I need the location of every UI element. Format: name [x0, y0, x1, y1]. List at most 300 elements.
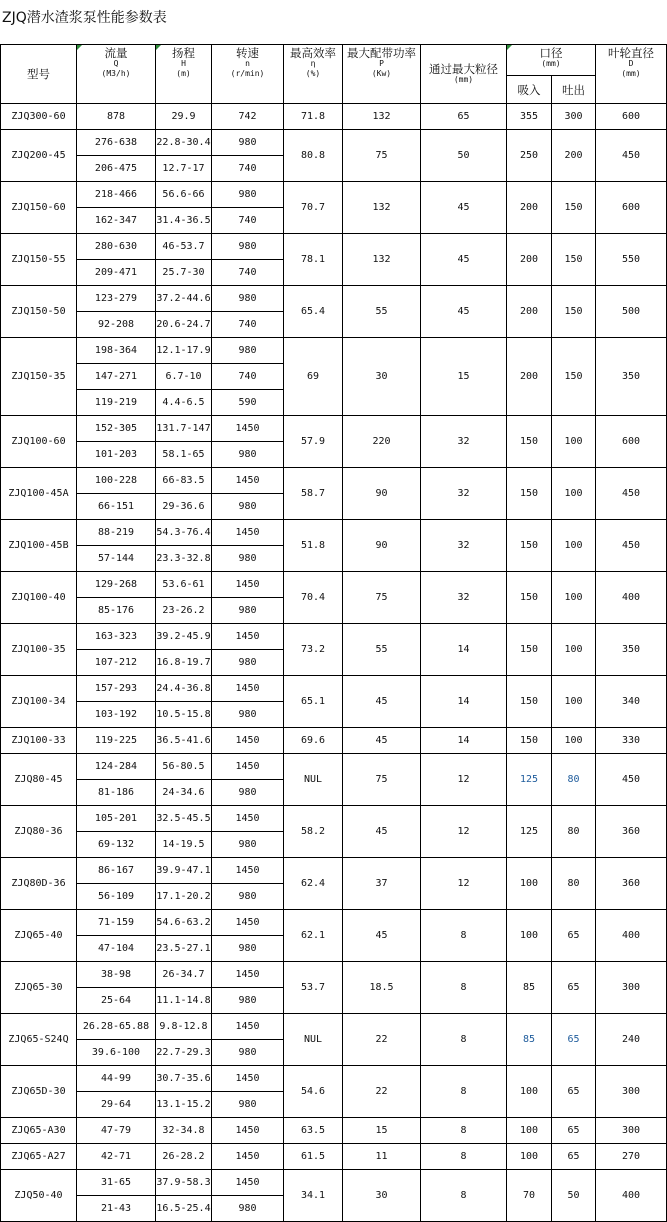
- impeller-cell: 270: [596, 1144, 667, 1170]
- header-head: 扬程 H (m): [156, 45, 212, 104]
- flow-cell: 86-167: [77, 858, 156, 884]
- table-body: [1, 104, 667, 1222]
- speed-cell: 980: [212, 936, 284, 962]
- head-cell: 39.2-45.9: [156, 624, 212, 650]
- flow-cell: 88-219: [77, 520, 156, 546]
- table-row: [1, 676, 667, 702]
- particle-cell: 8: [421, 1014, 507, 1066]
- header-port-discharge: 吐出: [552, 76, 596, 104]
- speed-cell: 1450: [212, 520, 284, 546]
- discharge-cell: 100: [552, 468, 596, 520]
- table-row: [1, 286, 667, 312]
- speed-cell: 980: [212, 234, 284, 260]
- power-cell: 55: [343, 286, 421, 338]
- speed-cell: 980: [212, 338, 284, 364]
- table-row: [1, 520, 667, 546]
- impeller-cell: 350: [596, 338, 667, 416]
- flow-cell: 105-201: [77, 806, 156, 832]
- flow-cell: 209-471: [77, 260, 156, 286]
- pump-spec-table: [0, 44, 667, 1222]
- table-row: [1, 416, 667, 442]
- head-cell: 131.7-147: [156, 416, 212, 442]
- flow-cell: 119-219: [77, 390, 156, 416]
- model-cell: ZJQ200-45: [1, 130, 77, 182]
- table-header: [1, 45, 667, 104]
- impeller-cell: 240: [596, 1014, 667, 1066]
- table-row: [1, 572, 667, 598]
- head-cell: 26-34.7: [156, 962, 212, 988]
- impeller-cell: 450: [596, 468, 667, 520]
- flow-cell: 100-228: [77, 468, 156, 494]
- table-row: [1, 1014, 667, 1040]
- flow-cell: 47-79: [77, 1118, 156, 1144]
- model-cell: ZJQ65-40: [1, 910, 77, 962]
- model-cell: ZJQ80-36: [1, 806, 77, 858]
- flow-cell: 31-65: [77, 1170, 156, 1196]
- flow-cell: 157-293: [77, 676, 156, 702]
- impeller-cell: 350: [596, 624, 667, 676]
- speed-cell: 980: [212, 650, 284, 676]
- power-cell: 22: [343, 1066, 421, 1118]
- speed-cell: 1450: [212, 858, 284, 884]
- speed-cell: 1450: [212, 1144, 284, 1170]
- table-row: [1, 1144, 667, 1170]
- power-cell: 75: [343, 572, 421, 624]
- power-cell: 22: [343, 1014, 421, 1066]
- power-cell: 30: [343, 1170, 421, 1222]
- model-cell: ZJQ100-60: [1, 416, 77, 468]
- suction-cell: 100: [507, 858, 552, 910]
- impeller-cell: 450: [596, 754, 667, 806]
- header-particle: 通过最大粒径 (mm): [421, 45, 507, 104]
- speed-cell: 980: [212, 494, 284, 520]
- flow-cell: 44-99: [77, 1066, 156, 1092]
- model-cell: ZJQ300-60: [1, 104, 77, 130]
- power-cell: 11: [343, 1144, 421, 1170]
- table-row: [1, 962, 667, 988]
- particle-cell: 8: [421, 1066, 507, 1118]
- particle-cell: 65: [421, 104, 507, 130]
- head-cell: 23.3-32.8: [156, 546, 212, 572]
- speed-cell: 980: [212, 702, 284, 728]
- speed-cell: 980: [212, 442, 284, 468]
- table-row: [1, 624, 667, 650]
- flow-cell: 29-64: [77, 1092, 156, 1118]
- head-cell: 22.8-30.4: [156, 130, 212, 156]
- discharge-cell: 200: [552, 130, 596, 182]
- speed-cell: 980: [212, 598, 284, 624]
- head-cell: 53.6-61: [156, 572, 212, 598]
- impeller-cell: 600: [596, 104, 667, 130]
- flow-cell: 57-144: [77, 546, 156, 572]
- model-cell: ZJQ80-45: [1, 754, 77, 806]
- suction-cell: 250: [507, 130, 552, 182]
- head-cell: 11.1-14.8: [156, 988, 212, 1014]
- efficiency-cell: 80.8: [284, 130, 343, 182]
- power-cell: 132: [343, 182, 421, 234]
- head-cell: 32-34.8: [156, 1118, 212, 1144]
- impeller-cell: 360: [596, 806, 667, 858]
- head-cell: 22.7-29.3: [156, 1040, 212, 1066]
- suction-cell: 150: [507, 416, 552, 468]
- efficiency-cell: 70.4: [284, 572, 343, 624]
- head-cell: 29-36.6: [156, 494, 212, 520]
- suction-cell: 100: [507, 1066, 552, 1118]
- particle-cell: 8: [421, 962, 507, 1014]
- discharge-cell: 100: [552, 520, 596, 572]
- head-cell: 32.5-45.5: [156, 806, 212, 832]
- head-cell: 12.7-17: [156, 156, 212, 182]
- flow-cell: 85-176: [77, 598, 156, 624]
- model-cell: ZJQ100-40: [1, 572, 77, 624]
- particle-cell: 32: [421, 416, 507, 468]
- speed-cell: 590: [212, 390, 284, 416]
- speed-cell: 740: [212, 312, 284, 338]
- power-cell: 45: [343, 910, 421, 962]
- speed-cell: 1450: [212, 754, 284, 780]
- flow-cell: 81-186: [77, 780, 156, 806]
- head-cell: 16.8-19.7: [156, 650, 212, 676]
- header-efficiency: 最高效率 η (%): [284, 45, 343, 104]
- head-cell: 26-28.2: [156, 1144, 212, 1170]
- suction-cell: 200: [507, 182, 552, 234]
- speed-cell: 980: [212, 1196, 284, 1222]
- header-impeller: 叶轮直径 D (mm): [596, 45, 667, 104]
- model-cell: ZJQ150-60: [1, 182, 77, 234]
- impeller-cell: 360: [596, 858, 667, 910]
- model-cell: ZJQ65-A27: [1, 1144, 77, 1170]
- discharge-cell: 150: [552, 234, 596, 286]
- head-cell: 46-53.7: [156, 234, 212, 260]
- speed-cell: 1450: [212, 416, 284, 442]
- particle-cell: 14: [421, 728, 507, 754]
- model-cell: ZJQ100-45B: [1, 520, 77, 572]
- speed-cell: 1450: [212, 1170, 284, 1196]
- power-cell: 15: [343, 1118, 421, 1144]
- head-cell: 39.9-47.1: [156, 858, 212, 884]
- suction-cell: 70: [507, 1170, 552, 1222]
- flow-cell: 25-64: [77, 988, 156, 1014]
- impeller-cell: 600: [596, 182, 667, 234]
- impeller-cell: 500: [596, 286, 667, 338]
- discharge-cell: 100: [552, 624, 596, 676]
- power-cell: 132: [343, 104, 421, 130]
- model-cell: ZJQ150-50: [1, 286, 77, 338]
- header-power: 最大配带功率 P (Kw): [343, 45, 421, 104]
- flow-cell: 66-151: [77, 494, 156, 520]
- head-cell: 20.6-24.7: [156, 312, 212, 338]
- discharge-cell: 65: [552, 910, 596, 962]
- impeller-cell: 450: [596, 130, 667, 182]
- power-cell: 45: [343, 806, 421, 858]
- flow-cell: 124-284: [77, 754, 156, 780]
- flow-cell: 69-132: [77, 832, 156, 858]
- efficiency-cell: 61.5: [284, 1144, 343, 1170]
- impeller-cell: 400: [596, 572, 667, 624]
- speed-cell: 980: [212, 546, 284, 572]
- suction-cell: 150: [507, 676, 552, 728]
- speed-cell: 740: [212, 208, 284, 234]
- speed-cell: 980: [212, 1092, 284, 1118]
- efficiency-cell: 58.7: [284, 468, 343, 520]
- speed-cell: 980: [212, 988, 284, 1014]
- model-cell: ZJQ65-S24Q: [1, 1014, 77, 1066]
- efficiency-cell: 71.8: [284, 104, 343, 130]
- speed-cell: 1450: [212, 1118, 284, 1144]
- impeller-cell: 450: [596, 520, 667, 572]
- model-cell: ZJQ100-35: [1, 624, 77, 676]
- head-cell: 54.6-63.2: [156, 910, 212, 936]
- head-cell: 56.6-66: [156, 182, 212, 208]
- head-cell: 23.5-27.1: [156, 936, 212, 962]
- speed-cell: 1450: [212, 468, 284, 494]
- speed-cell: 740: [212, 364, 284, 390]
- table-row: [1, 468, 667, 494]
- header-speed: 转速 n (r/min): [212, 45, 284, 104]
- speed-cell: 740: [212, 156, 284, 182]
- speed-cell: 740: [212, 260, 284, 286]
- speed-cell: 1450: [212, 962, 284, 988]
- particle-cell: 8: [421, 1118, 507, 1144]
- impeller-cell: 300: [596, 1118, 667, 1144]
- speed-cell: 1450: [212, 676, 284, 702]
- particle-cell: 45: [421, 182, 507, 234]
- model-cell: ZJQ50-40: [1, 1170, 77, 1222]
- power-cell: 45: [343, 676, 421, 728]
- model-cell: ZJQ150-35: [1, 338, 77, 416]
- power-cell: 90: [343, 468, 421, 520]
- impeller-cell: 340: [596, 676, 667, 728]
- flow-cell: 107-212: [77, 650, 156, 676]
- discharge-cell: 150: [552, 182, 596, 234]
- flow-cell: 119-225: [77, 728, 156, 754]
- head-cell: 31.4-36.5: [156, 208, 212, 234]
- power-cell: 30: [343, 338, 421, 416]
- power-cell: 90: [343, 520, 421, 572]
- particle-cell: 14: [421, 676, 507, 728]
- flow-cell: 878: [77, 104, 156, 130]
- efficiency-cell: 62.1: [284, 910, 343, 962]
- impeller-cell: 330: [596, 728, 667, 754]
- speed-cell: 980: [212, 1040, 284, 1066]
- flow-cell: 276-638: [77, 130, 156, 156]
- impeller-cell: 400: [596, 1170, 667, 1222]
- discharge-cell: 65: [552, 1118, 596, 1144]
- head-cell: 10.5-15.8: [156, 702, 212, 728]
- discharge-cell: 80: [552, 806, 596, 858]
- head-cell: 30.7-35.6: [156, 1066, 212, 1092]
- discharge-cell: 50: [552, 1170, 596, 1222]
- model-cell: ZJQ100-45A: [1, 468, 77, 520]
- flow-cell: 101-203: [77, 442, 156, 468]
- speed-cell: 980: [212, 286, 284, 312]
- table-row: [1, 234, 667, 260]
- efficiency-cell: 34.1: [284, 1170, 343, 1222]
- discharge-cell: 100: [552, 416, 596, 468]
- suction-cell: 100: [507, 910, 552, 962]
- header-model: 型号: [1, 45, 77, 104]
- discharge-cell: 65: [552, 1066, 596, 1118]
- flow-cell: 103-192: [77, 702, 156, 728]
- power-cell: 132: [343, 234, 421, 286]
- header-flow: 流量 Q (M3/h): [77, 45, 156, 104]
- power-cell: 75: [343, 130, 421, 182]
- model-cell: ZJQ80D-36: [1, 858, 77, 910]
- impeller-cell: 600: [596, 416, 667, 468]
- discharge-cell: 300: [552, 104, 596, 130]
- suction-cell: 100: [507, 1118, 552, 1144]
- speed-cell: 980: [212, 780, 284, 806]
- head-cell: 9.8-12.8: [156, 1014, 212, 1040]
- discharge-cell: 65: [552, 962, 596, 1014]
- power-cell: 55: [343, 624, 421, 676]
- speed-cell: 980: [212, 832, 284, 858]
- efficiency-cell: 51.8: [284, 520, 343, 572]
- efficiency-cell: 58.2: [284, 806, 343, 858]
- header-port-suction: 吸入: [507, 76, 552, 104]
- impeller-cell: 400: [596, 910, 667, 962]
- discharge-cell: 65: [552, 1014, 596, 1066]
- model-cell: ZJQ100-33: [1, 728, 77, 754]
- suction-cell: 200: [507, 286, 552, 338]
- table-row: [1, 858, 667, 884]
- table-row: [1, 910, 667, 936]
- flow-cell: 92-208: [77, 312, 156, 338]
- speed-cell: 1450: [212, 624, 284, 650]
- flow-cell: 39.6-100: [77, 1040, 156, 1066]
- flow-cell: 47-104: [77, 936, 156, 962]
- efficiency-cell: 53.7: [284, 962, 343, 1014]
- discharge-cell: 100: [552, 572, 596, 624]
- speed-cell: 742: [212, 104, 284, 130]
- particle-cell: 15: [421, 338, 507, 416]
- speed-cell: 1450: [212, 572, 284, 598]
- head-cell: 6.7-10: [156, 364, 212, 390]
- head-cell: 58.1-65: [156, 442, 212, 468]
- efficiency-cell: 73.2: [284, 624, 343, 676]
- head-cell: 4.4-6.5: [156, 390, 212, 416]
- suction-cell: 355: [507, 104, 552, 130]
- table-row: [1, 754, 667, 780]
- discharge-cell: 150: [552, 338, 596, 416]
- suction-cell: 150: [507, 468, 552, 520]
- head-cell: 37.9-58.3: [156, 1170, 212, 1196]
- efficiency-cell: 69: [284, 338, 343, 416]
- particle-cell: 32: [421, 572, 507, 624]
- speed-cell: 1450: [212, 1066, 284, 1092]
- suction-cell: 200: [507, 234, 552, 286]
- head-cell: 13.1-15.2: [156, 1092, 212, 1118]
- head-cell: 14-19.5: [156, 832, 212, 858]
- page-title: ZJQ潜水渣浆泵性能参数表: [2, 10, 167, 26]
- suction-cell: 100: [507, 1144, 552, 1170]
- particle-cell: 12: [421, 858, 507, 910]
- table-row: [1, 1118, 667, 1144]
- model-cell: ZJQ65-A30: [1, 1118, 77, 1144]
- particle-cell: 45: [421, 234, 507, 286]
- flow-cell: 56-109: [77, 884, 156, 910]
- suction-cell: 150: [507, 728, 552, 754]
- particle-cell: 12: [421, 754, 507, 806]
- suction-cell: 85: [507, 962, 552, 1014]
- flow-cell: 42-71: [77, 1144, 156, 1170]
- flow-cell: 163-323: [77, 624, 156, 650]
- particle-cell: 50: [421, 130, 507, 182]
- discharge-cell: 80: [552, 858, 596, 910]
- suction-cell: 85: [507, 1014, 552, 1066]
- efficiency-cell: 69.6: [284, 728, 343, 754]
- discharge-cell: 100: [552, 728, 596, 754]
- flow-cell: 26.28-65.88: [77, 1014, 156, 1040]
- power-cell: 220: [343, 416, 421, 468]
- model-cell: ZJQ65-30: [1, 962, 77, 1014]
- impeller-cell: 550: [596, 234, 667, 286]
- model-cell: ZJQ65D-30: [1, 1066, 77, 1118]
- head-cell: 36.5-41.6: [156, 728, 212, 754]
- efficiency-cell: 54.6: [284, 1066, 343, 1118]
- flow-cell: 280-630: [77, 234, 156, 260]
- efficiency-cell: 65.4: [284, 286, 343, 338]
- particle-cell: 12: [421, 806, 507, 858]
- particle-cell: 14: [421, 624, 507, 676]
- particle-cell: 45: [421, 286, 507, 338]
- suction-cell: 200: [507, 338, 552, 416]
- power-cell: 18.5: [343, 962, 421, 1014]
- particle-cell: 32: [421, 520, 507, 572]
- table-row: [1, 130, 667, 156]
- table-row: [1, 182, 667, 208]
- table-row: [1, 806, 667, 832]
- speed-cell: 980: [212, 130, 284, 156]
- head-cell: 66-83.5: [156, 468, 212, 494]
- efficiency-cell: 63.5: [284, 1118, 343, 1144]
- table-row: [1, 1066, 667, 1092]
- suction-cell: 150: [507, 520, 552, 572]
- efficiency-cell: NUL: [284, 754, 343, 806]
- efficiency-cell: 57.9: [284, 416, 343, 468]
- speed-cell: 980: [212, 884, 284, 910]
- impeller-cell: 300: [596, 962, 667, 1014]
- table-row: [1, 1170, 667, 1196]
- particle-cell: 32: [421, 468, 507, 520]
- head-cell: 23-26.2: [156, 598, 212, 624]
- power-cell: 75: [343, 754, 421, 806]
- discharge-cell: 100: [552, 676, 596, 728]
- particle-cell: 8: [421, 1170, 507, 1222]
- discharge-cell: 65: [552, 1144, 596, 1170]
- head-cell: 24-34.6: [156, 780, 212, 806]
- suction-cell: 150: [507, 624, 552, 676]
- suction-cell: 125: [507, 754, 552, 806]
- suction-cell: 150: [507, 572, 552, 624]
- table-row: [1, 728, 667, 754]
- model-cell: ZJQ150-55: [1, 234, 77, 286]
- discharge-cell: 80: [552, 754, 596, 806]
- flow-cell: 38-98: [77, 962, 156, 988]
- impeller-cell: 300: [596, 1066, 667, 1118]
- flow-cell: 147-271: [77, 364, 156, 390]
- speed-cell: 980: [212, 182, 284, 208]
- flow-cell: 71-159: [77, 910, 156, 936]
- flow-cell: 129-268: [77, 572, 156, 598]
- head-cell: 37.2-44.6: [156, 286, 212, 312]
- efficiency-cell: 65.1: [284, 676, 343, 728]
- speed-cell: 1450: [212, 728, 284, 754]
- particle-cell: 8: [421, 910, 507, 962]
- head-cell: 29.9: [156, 104, 212, 130]
- head-cell: 12.1-17.9: [156, 338, 212, 364]
- flow-cell: 198-364: [77, 338, 156, 364]
